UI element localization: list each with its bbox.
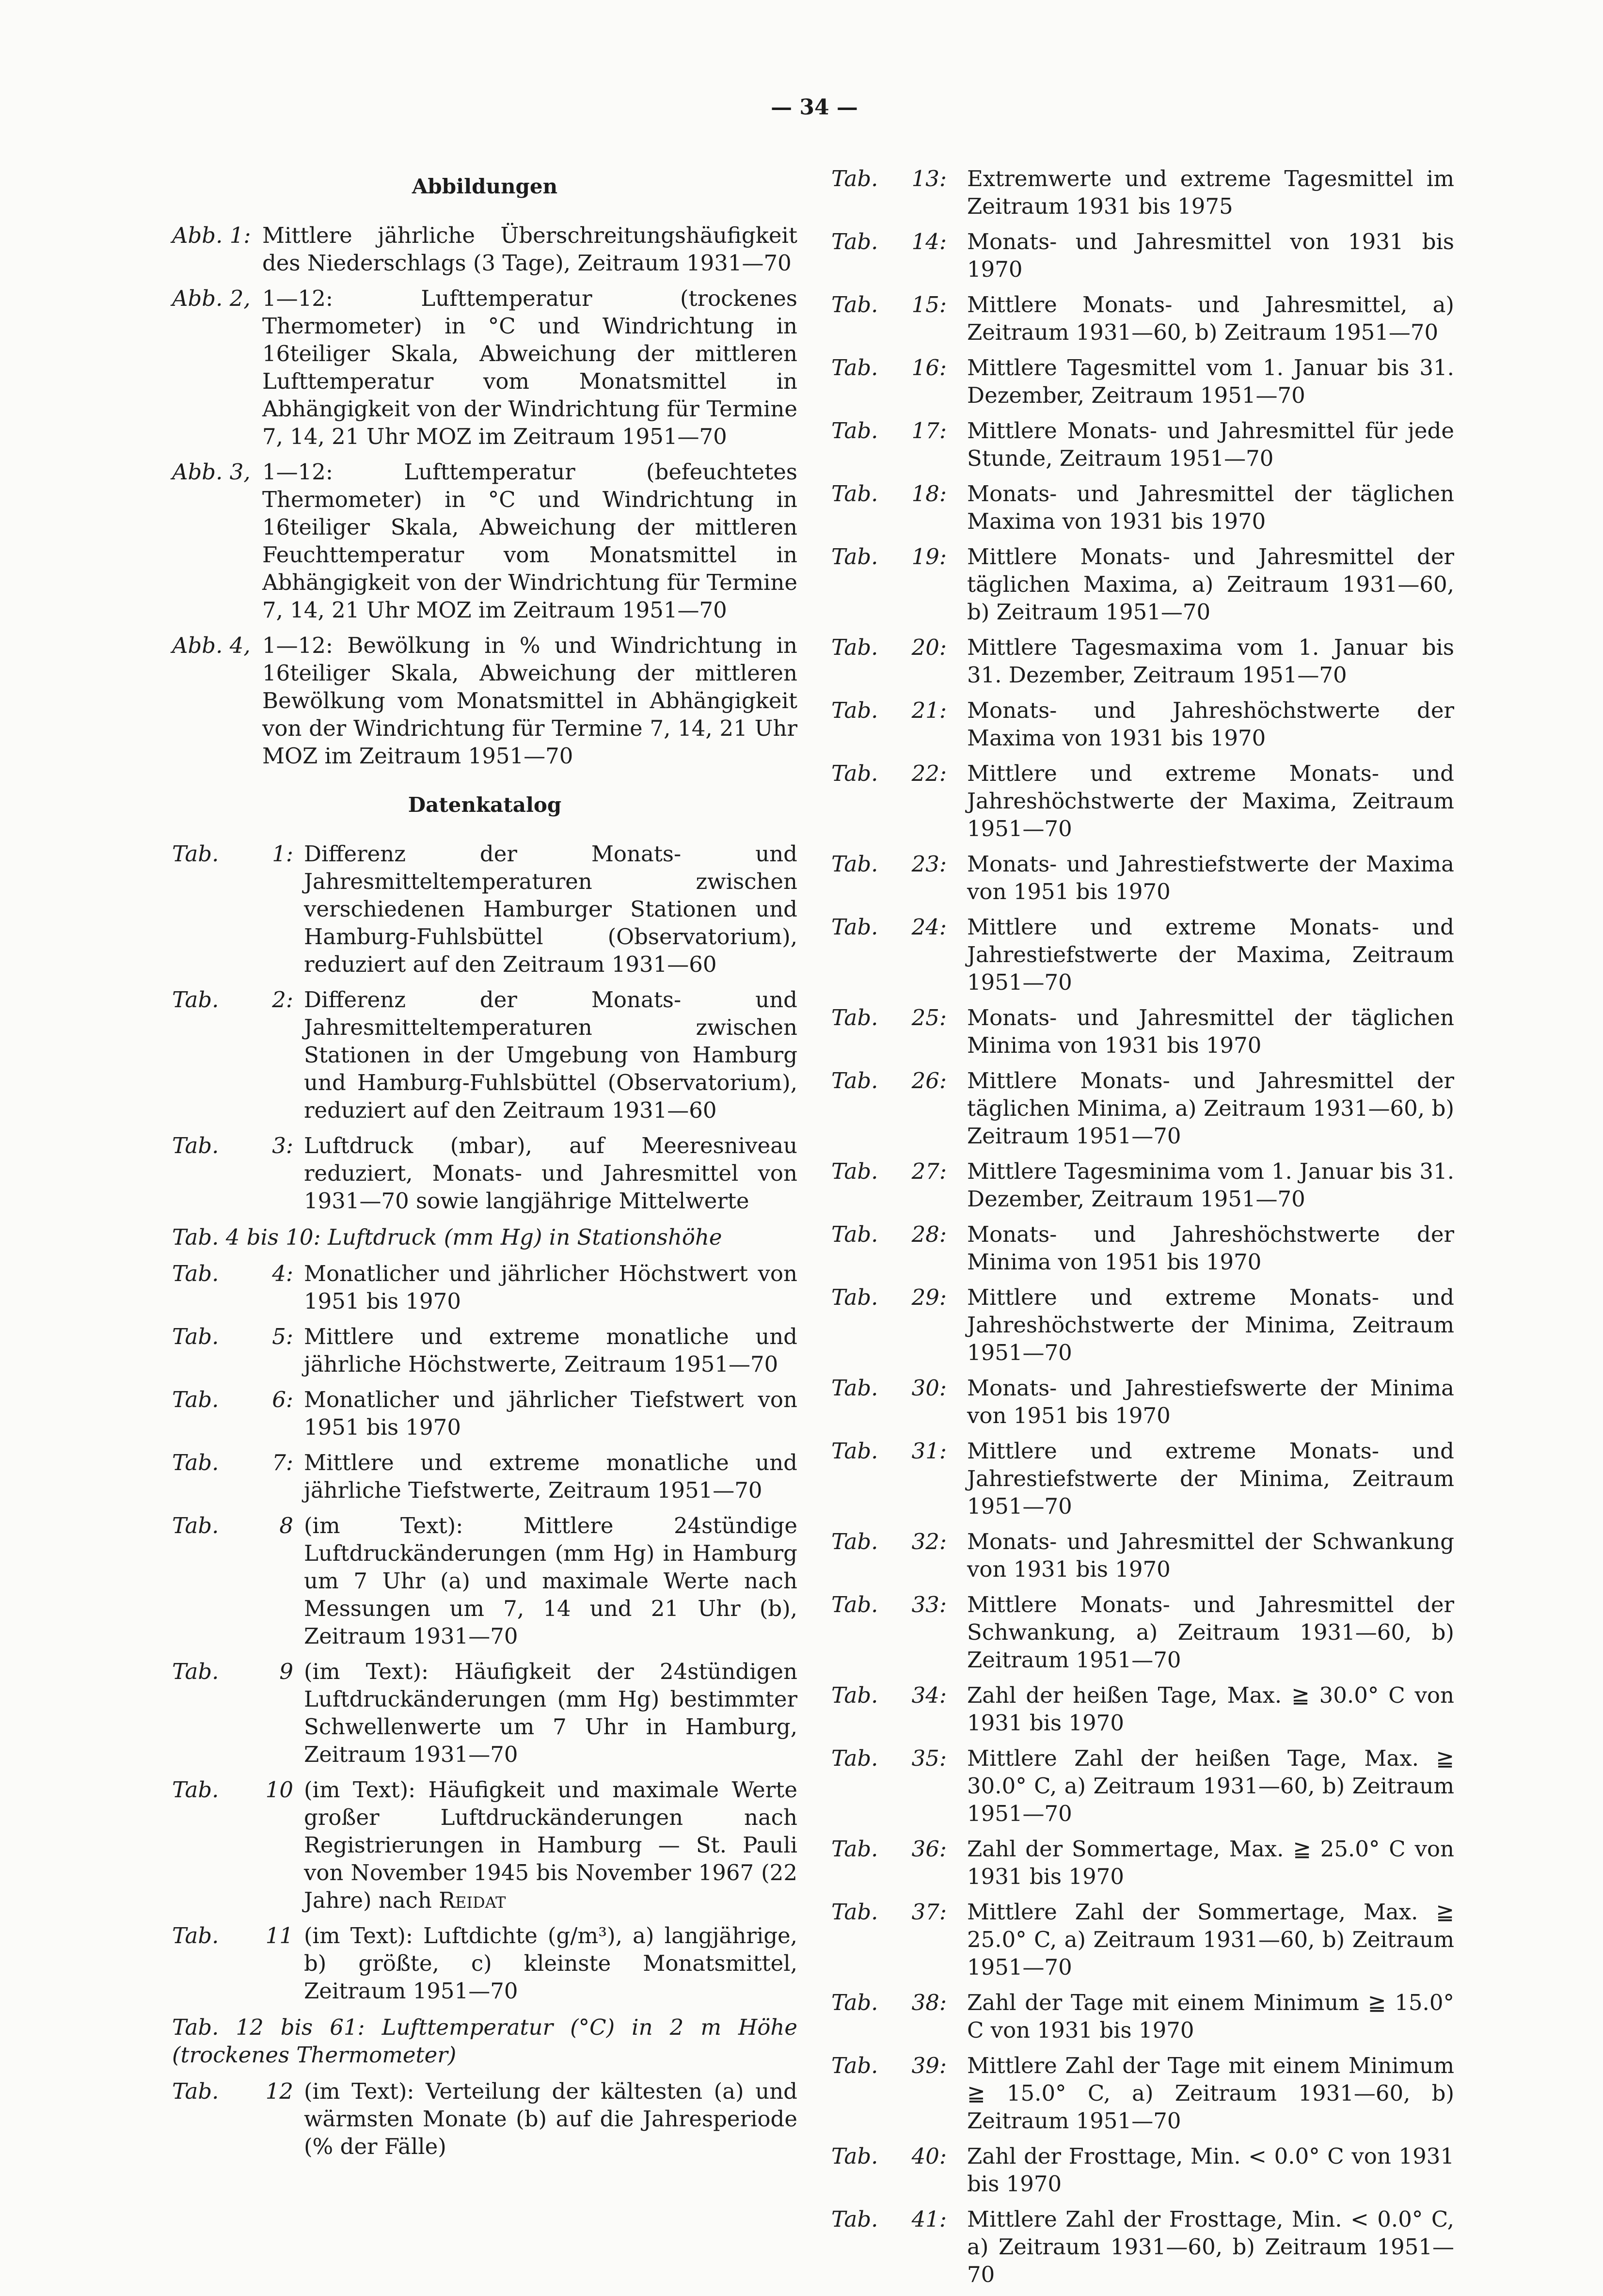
table-number: 7: <box>272 1450 293 1475</box>
table-label: Tab. <box>831 229 878 254</box>
table-label: Tab. <box>172 1659 219 1684</box>
table-label: Tab. <box>831 2143 878 2169</box>
section-heading: Tab. 4 bis 10: Luftdruck (mm Hg) in Stationshöhe <box>172 1224 722 1250</box>
table-entry <box>172 1323 797 1378</box>
table-number: 20: <box>911 634 947 660</box>
table-entry <box>831 2052 1454 2135</box>
table-number: 25: <box>911 1005 947 1030</box>
table-entry <box>831 165 1454 220</box>
table-description: Mittlere und extreme monatliche und jährliche Höchstwerte, Zeitraum 1951—70 <box>304 1324 797 1377</box>
table-number: 11 <box>265 1923 293 1948</box>
table-entry <box>831 1681 1454 1737</box>
table-entry <box>831 1157 1454 1213</box>
table-number: 39: <box>911 2053 947 2078</box>
table-label: Tab. <box>172 1324 219 1349</box>
table-description: Monatlicher und jährlicher Tiefstwert von 1951 bis 1970 <box>304 1387 797 1440</box>
figure-caption: 1—12: Lufttemperatur (befeuchtetes Thermometer) in °C und Windrichtung in 16teiliger Skala, Abweichung der mittleren Feuchttemperatur vom Monatsmittel in Abhängigkeit von der Windrichtung für Termine 7, 14, 21 Uhr MOZ im Zeitraum 1951—70 <box>262 459 797 623</box>
table-label: Tab. <box>831 1529 878 1554</box>
table-label: Tab. <box>172 1133 219 1158</box>
table-number: 36: <box>911 1836 947 1862</box>
table-description: Mittlere Tagesminima vom 1. Januar bis 31. Dezember, Zeitraum 1951—70 <box>967 1158 1454 1212</box>
table-number: 41: <box>911 2206 947 2232</box>
table-number: 37: <box>911 1899 947 1925</box>
table-label: Tab. <box>831 1836 878 1862</box>
table-description: (im Text): Luftdichte (g/m³), a) langjährige, b) größte, c) kleinste Monatsmittel, Zeitraum 1951—70 <box>304 1923 797 2004</box>
table-number: 23: <box>911 851 947 877</box>
table-description: Mittlere Monats- und Jahresmittel der Schwankung, a) Zeitraum 1931—60, b) Zeitraum 1951—70 <box>967 1592 1454 1673</box>
table-label: Tab. <box>831 166 878 191</box>
table-number: 26: <box>911 1068 947 1093</box>
table-entry <box>172 1512 797 1650</box>
table-entry <box>831 1744 1454 1827</box>
table-description: Mittlere Zahl der heißen Tage, Max. ≧ 30.0° C, a) Zeitraum 1931—60, b) Zeitraum 1951—70 <box>967 1745 1454 1826</box>
table-label: Tab. <box>172 1450 219 1475</box>
table-entry <box>831 291 1454 346</box>
table-number: 31: <box>911 1438 947 1464</box>
table-description: Monats- und Jahresmittel der Schwankung von 1931 bis 1970 <box>967 1529 1454 1582</box>
table-label: Tab. <box>172 987 219 1013</box>
table-entry <box>172 1658 797 1768</box>
table-description <box>304 1776 797 1914</box>
table-number: 32: <box>911 1529 947 1554</box>
figure-entry <box>172 285 797 450</box>
table-label: Tab. <box>831 418 878 443</box>
table-description: Mittlere Tagesmittel vom 1. Januar bis 31. Dezember, Zeitraum 1951—70 <box>967 355 1454 408</box>
table-description: Luftdruck (mbar), auf Meeresniveau reduziert, Monats- und Jahresmittel von 1931—70 sowie langjährige Mittelwerte <box>304 1133 797 1214</box>
table-description: Mittlere und extreme Monats- und Jahrestiefstwerte der Minima, Zeitraum 1951—70 <box>967 1438 1454 1519</box>
figure-entry <box>172 458 797 624</box>
table-description: Extremwerte und extreme Tagesmittel im Zeitraum 1931 bis 1975 <box>967 166 1454 219</box>
table-entry <box>172 1260 797 1315</box>
figure-caption: 1—12: Bewölkung in % und Windrichtung in 16teiliger Skala, Abweichung der mittleren Bewölkung vom Monatsmittel in Abhängigkeit von der Windrichtung für Termine 7, 14, 21 Uhr MOZ im Zeitraum 1951—70 <box>262 633 797 769</box>
table-entry <box>172 840 797 978</box>
right-column <box>831 165 1454 2296</box>
table-label: Tab. <box>831 634 878 660</box>
table-number: 17: <box>911 418 947 443</box>
table-label: Tab. <box>831 760 878 786</box>
table-label: Tab. <box>831 355 878 380</box>
table-label: Tab. <box>172 841 219 867</box>
table-label: Tab. <box>831 914 878 940</box>
table-number: 5: <box>272 1324 293 1349</box>
left-column <box>172 165 797 2168</box>
table-number: 15: <box>911 292 947 317</box>
table-label: Tab. <box>831 1005 878 1030</box>
figure-ref: Abb. 1: <box>172 222 251 248</box>
table-label: Tab. <box>831 1592 878 1617</box>
table-entry <box>831 543 1454 626</box>
section-heading: Tab. 12 bis 61: Lufttemperatur (°C) in 2 m Höhe (trockenes Thermometer) <box>172 2014 797 2068</box>
table-description: Mittlere Zahl der Frosttage, Min. < 0.0° C, a) Zeitraum 1931—60, b) Zeitraum 1951—70 <box>967 2206 1454 2287</box>
table-number: 13: <box>911 166 947 191</box>
table-label: Tab. <box>831 292 878 317</box>
table-entry <box>831 417 1454 472</box>
author-name: Reidat <box>439 1887 506 1913</box>
table-description: Monats- und Jahreshöchstwerte der Maxima von 1931 bis 1970 <box>967 697 1454 751</box>
table-number: 27: <box>911 1158 947 1184</box>
table-description: Mittlere Monats- und Jahresmittel für jede Stunde, Zeitraum 1951—70 <box>967 418 1454 471</box>
table-description: Monats- und Jahresmittel der täglichen Maxima von 1931 bis 1970 <box>967 481 1454 534</box>
table-entry <box>831 1374 1454 1429</box>
table-entry <box>831 2205 1454 2288</box>
table-entry <box>831 1528 1454 1583</box>
table-entry <box>172 1132 797 1215</box>
table-number: 21: <box>911 697 947 723</box>
table-label: Tab. <box>831 851 878 877</box>
table-label: Tab. <box>831 481 878 507</box>
table-description: Zahl der heißen Tage, Max. ≧ 30.0° C von 1931 bis 1970 <box>967 1682 1454 1736</box>
table-label: Tab. <box>172 1513 219 1538</box>
table-description: Monats- und Jahreshöchstwerte der Minima von 1951 bis 1970 <box>967 1221 1454 1275</box>
table-description: Mittlere und extreme Monats- und Jahrestiefstwerte der Maxima, Zeitraum 1951—70 <box>967 914 1454 995</box>
table-label: Tab. <box>172 1387 219 1412</box>
table-number: 24: <box>911 914 947 940</box>
table-entry <box>831 1004 1454 1059</box>
table-description: Mittlere Zahl der Tage mit einem Minimum ≧ 15.0° C, a) Zeitraum 1931—60, b) Zeitraum 1951—70 <box>967 2053 1454 2134</box>
figure-ref: Abb. 2, <box>172 285 251 311</box>
table-number: 14: <box>911 229 947 254</box>
table-entry <box>172 1386 797 1441</box>
table-entry <box>172 986 797 1124</box>
table-number: 4: <box>272 1261 293 1286</box>
table-number: 33: <box>911 1592 947 1617</box>
table-description: Mittlere Monats- und Jahresmittel der täglichen Maxima, a) Zeitraum 1931—60, b) Zeitraum 1951—70 <box>967 544 1454 625</box>
table-entry <box>172 1449 797 1504</box>
table-number: 40: <box>911 2143 947 2169</box>
table-label: Tab. <box>831 544 878 570</box>
table-number: 30: <box>911 1375 947 1401</box>
table-number: 28: <box>911 1221 947 1247</box>
table-label: Tab. <box>172 2078 219 2104</box>
table-label: Tab. <box>172 1777 219 1803</box>
table-number: 8 <box>279 1513 293 1538</box>
table-entry <box>831 913 1454 996</box>
table-entry <box>831 1067 1454 1150</box>
table-label: Tab. <box>831 697 878 723</box>
table-number: 12 <box>265 2078 293 2104</box>
table-description: Mittlere und extreme Monats- und Jahreshöchstwerte der Maxima, Zeitraum 1951—70 <box>967 760 1454 841</box>
table-list <box>831 165 1454 2288</box>
table-number: 18: <box>911 481 947 507</box>
figure-ref: Abb. 4, <box>172 633 251 658</box>
table-description: Mittlere Monats- und Jahresmittel der täglichen Minima, a) Zeitraum 1931—60, b) Zeitraum 1951—70 <box>967 1068 1454 1149</box>
table-description: (im Text): Verteilung der kältesten (a) und wärmsten Monate (b) auf die Jahresperiode (% der Fälle) <box>304 2078 797 2159</box>
table-description: Mittlere und extreme Monats- und Jahreshöchstwerte der Minima, Zeitraum 1951—70 <box>967 1284 1454 1365</box>
table-entry <box>831 354 1454 409</box>
table-label: Tab. <box>831 1682 878 1708</box>
table-description: Differenz der Monats- und Jahresmitteltemperaturen zwischen verschiedenen Hamburger Stationen und Hamburg-Fuhlsbüttel (Observatorium), reduziert auf den Zeitraum 1931—60 <box>304 841 797 977</box>
table-description: Monats- und Jahrestiefswerte der Minima von 1951 bis 1970 <box>967 1375 1454 1428</box>
catalog-heading: Datenkatalog <box>408 793 562 817</box>
table-entry <box>831 1835 1454 1890</box>
table-entry <box>831 1437 1454 1520</box>
table-label: Tab. <box>831 1221 878 1247</box>
table-label: Tab. <box>831 1438 878 1464</box>
table-description: Zahl der Tage mit einem Minimum ≧ 15.0° C von 1931 bis 1970 <box>967 1990 1454 2043</box>
table-label: Tab. <box>831 1745 878 1771</box>
figure-caption: 1—12: Lufttemperatur (trockenes Thermometer) in °C und Windrichtung in 16teiliger Skala, Abweichung der mittleren Lufttemperatur vom Monatsmittel in Abhängigkeit von der Windrichtung für Termine 7, 14, 21 Uhr MOZ im Zeitraum 1951—70 <box>262 285 797 449</box>
table-entry <box>831 633 1454 689</box>
table-label: Tab. <box>831 2206 878 2232</box>
table-number: 10 <box>265 1777 293 1803</box>
table-number: 1: <box>272 841 293 867</box>
table-label: Tab. <box>831 2053 878 2078</box>
figure-entry <box>172 632 797 770</box>
table-number: 35: <box>911 1745 947 1771</box>
table-entry <box>831 228 1454 283</box>
table-entry <box>831 2142 1454 2198</box>
table-number: 3: <box>272 1133 293 1158</box>
table-number: 29: <box>911 1284 947 1310</box>
table-label: Tab. <box>172 1923 219 1948</box>
table-entry <box>172 1776 797 1914</box>
table-number: 34: <box>911 1682 947 1708</box>
table-entry <box>831 697 1454 752</box>
table-label: Tab. <box>172 1261 219 1286</box>
figures-heading: Abbildungen <box>412 174 558 198</box>
table-description: (im Text): Häufigkeit der 24stündigen Luftdruckänderungen (mm Hg) bestimmter Schwellenwerte um 7 Uhr in Hamburg, Zeitraum 1931—70 <box>304 1659 797 1767</box>
figure-ref: Abb. 3, <box>172 459 251 485</box>
table-number: 16: <box>911 355 947 380</box>
table-description: Zahl der Sommertage, Max. ≧ 25.0° C von 1931 bis 1970 <box>967 1836 1454 1889</box>
table-description: Monats- und Jahresmittel der täglichen Minima von 1931 bis 1970 <box>967 1005 1454 1058</box>
table-entry <box>831 850 1454 905</box>
table-description: (im Text): Mittlere 24stündige Luftdruckänderungen (mm Hg) in Hamburg um 7 Uhr (a) und maximale Werte nach Messungen um 7, 14 und 21 Uhr (b), Zeitraum 1931—70 <box>304 1513 797 1649</box>
table-entry <box>172 1922 797 2005</box>
table-description: Zahl der Frosttage, Min. < 0.0° C von 1931 bis 1970 <box>967 2143 1454 2197</box>
table-label: Tab. <box>831 1068 878 1093</box>
table-number: 19: <box>911 544 947 570</box>
table-number: 38: <box>911 1990 947 2015</box>
table-description: Mittlere Tagesmaxima vom 1. Januar bis 31. Dezember, Zeitraum 1951—70 <box>967 634 1454 688</box>
table-description: Mittlere und extreme monatliche und jährliche Tiefstwerte, Zeitraum 1951—70 <box>304 1450 797 1503</box>
table-label: Tab. <box>831 1899 878 1925</box>
table-description: Monats- und Jahresmittel von 1931 bis 1970 <box>967 229 1454 282</box>
table-number: 2: <box>272 987 293 1013</box>
table-entry <box>831 1220 1454 1276</box>
figure-caption: Mittlere jährliche Überschreitungshäufigkeit des Niederschlags (3 Tage), Zeitraum 1931—70 <box>262 222 797 276</box>
figure-entry <box>172 222 797 277</box>
table-number: 6: <box>272 1387 293 1412</box>
table-label: Tab. <box>831 1375 878 1401</box>
table-entry <box>831 1989 1454 2044</box>
page-number: — 34 — <box>771 95 858 120</box>
table-label: Tab. <box>831 1158 878 1184</box>
table-label: Tab. <box>831 1284 878 1310</box>
table-description: Differenz der Monats- und Jahresmitteltemperaturen zwischen Stationen in der Umgebung von Hamburg und Hamburg-Fuhlsbüttel (Observatorium), reduziert auf den Zeitraum 1931—60 <box>304 987 797 1123</box>
table-number: 22: <box>911 760 947 786</box>
table-label: Tab. <box>831 1990 878 2015</box>
table-description: Monats- und Jahrestiefstwerte der Maxima von 1951 bis 1970 <box>967 851 1454 904</box>
table-description: Mittlere Zahl der Sommertage, Max. ≧ 25.0° C, a) Zeitraum 1931—60, b) Zeitraum 1951—70 <box>967 1899 1454 1980</box>
table-description-text: (im Text): Häufigkeit und maximale Werte großer Luftdruckänderungen nach Registrierungen in Hamburg — St. Pauli von November 1945 bis November 1967 (22 Jahre) nach <box>304 1777 797 1913</box>
table-entry <box>831 1898 1454 1981</box>
table-entry <box>172 2077 797 2160</box>
table-entry <box>831 1283 1454 1366</box>
table-description: Monatlicher und jährlicher Höchstwert von 1951 bis 1970 <box>304 1261 797 1314</box>
table-entry <box>831 760 1454 842</box>
table-description: Mittlere Monats- und Jahresmittel, a) Zeitraum 1931—60, b) Zeitraum 1951—70 <box>967 292 1454 345</box>
table-entry <box>831 1591 1454 1674</box>
table-number: 9 <box>279 1659 293 1684</box>
table-entry <box>831 480 1454 535</box>
